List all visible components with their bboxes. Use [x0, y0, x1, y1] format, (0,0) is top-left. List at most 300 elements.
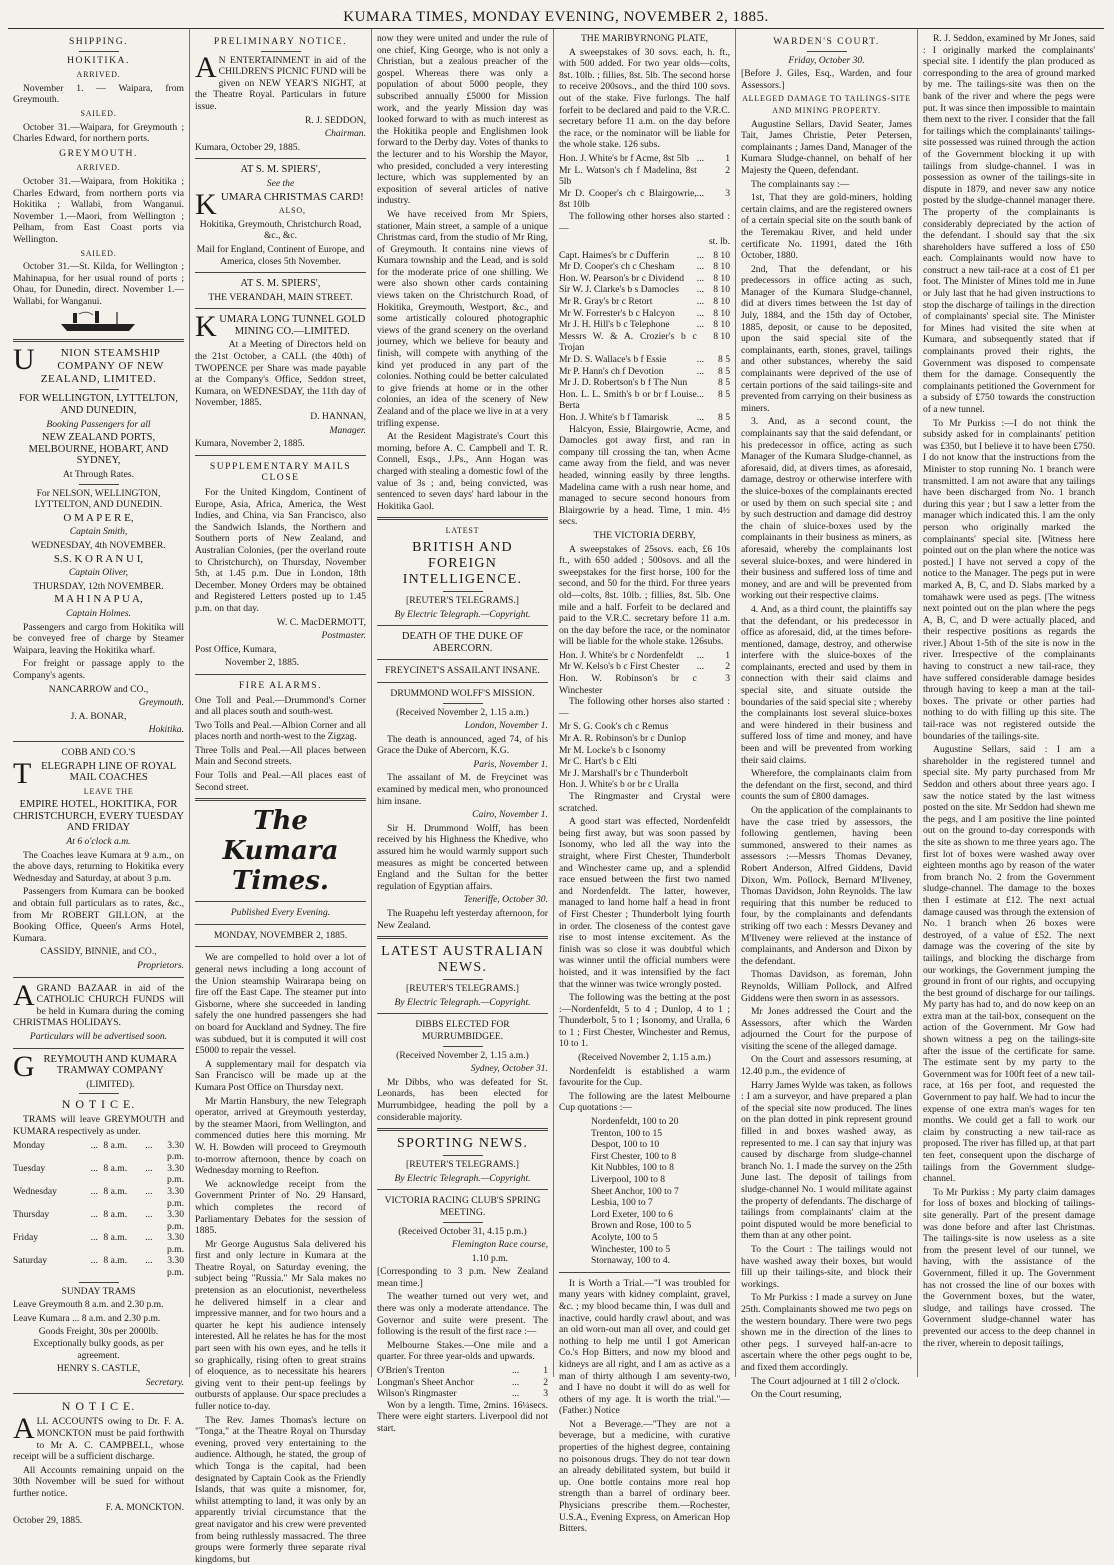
- weight: 8 5: [718, 377, 730, 389]
- horse-name: Mr P. Hann's ch f Devotion: [559, 365, 664, 377]
- horse-name: O'Brien's Trenton: [377, 1365, 445, 1377]
- koranui-captain: Captain Oliver,: [68, 567, 129, 579]
- weight: 8 10: [713, 307, 730, 319]
- tram-pm: 3.30 p.m.: [166, 1209, 184, 1232]
- tram-dots: ...: [90, 1232, 98, 1244]
- melbourne-stakes-time: Won by a length. Time, 2mins. 16¼secs. There were eight starters. Liverpool did not start.: [377, 1399, 548, 1434]
- race-result-row: [559, 673, 730, 696]
- maribyrnong-body: A sweepstakes of 30 sovs. each, h. ft., with 500 added. For two year olds—colts, 8st. 10lb. ; fillies, 8st. 5lb. The second horse to receive 200sovs., and the third 100 sovs. out of the stake. Five furlongs. The half forfeit to be declared and paid to the V.R.C. secretary before 11 a.m. on the day before the race, or the nominator will be liable for the whole stake. 126 subs.: [559, 46, 730, 151]
- cobb-hotel: EMPIRE HOTEL, HOKITIKA, FOR CHRISTCHURCH, EVERY TUESDAY AND FRIDAY: [13, 799, 184, 834]
- st-lb-label: st. lb.: [708, 236, 730, 248]
- derby-scratched: The Ringmaster and Crystal were scratched.: [559, 791, 730, 814]
- tram-row: [13, 1255, 184, 1278]
- warden-p8: On the application of the complainants to have the case tried by assessors, the following gentlemen, having been summoned, answered to their names as assessors :—Messrs Thomas Devaney, Robert Anderson, Alfred Giddens, David Dixon, Wm. Pollock, Bernard M'Ilveney, Thomas Davidson, John Reynolds. The law requiring that this number be reduced to four, by the complainants and defendants striking off two each : Messrs Devaney and M'Ilveney were relieved at the instance of complainants, and Anderson and Dixon by the defendant.: [741, 805, 912, 967]
- placing: 3: [725, 673, 730, 685]
- divider: [79, 51, 119, 52]
- bazaar-notice: AGRAND BAZAAR in aid of the CATHOLIC CHURCH FUNDS will be held in Kumara during the coming CHRISTMAS HOLIDAYS.: [13, 978, 184, 1029]
- horse-name: Capt. Haimes's br c Dufferin: [559, 249, 669, 261]
- tram-row: [13, 1232, 184, 1255]
- divider: [443, 1155, 483, 1156]
- race-result-row: [559, 296, 730, 308]
- race-result-row: [559, 331, 730, 354]
- dibbs-heading: DIBBS ELECTED FOR MURRUMBIDGEE.: [415, 1019, 510, 1042]
- spiers-2: AT S. M. SPIERS',: [240, 278, 321, 290]
- weight: 8 5: [718, 354, 730, 366]
- sellars-cross: To Mr Purkiss : My party claim damages for loss of boxes and blocking of tailings-site generally. Part of the present damage was done before and after last Christmas. The tailings-site is now useless as a site from the present level of our tunnel, we having, with the assistance of the Government, filled it up. The Government has not crossed the line of our boxes with the Government boxes, but the water, sludge, and tailings have crossed. The Government sludge-channel water has prevented our access to the deep channel in the river, wherein to deposit tailings,: [923, 1186, 1095, 1349]
- tunnel-body: At a Meeting of Directors held on the 21st October, a CALL (the 40th) of TWOPENCE per Share was made payable at the Company's Office, Seddon street, Kumara, on WEDNESDAY, the 11th day of November, 1885.: [195, 339, 366, 409]
- continuation-3: At the Resident Magistrate's Court this morning, before A. C. Campbell and T. R. Connell, Esqs., J.Ps., Ann Hogan was charged with stealing a domestic fowl of the value of 3s ; and, being convicted, was sentenced to seven days' hard labour in the Hokitika Gaol.: [377, 431, 548, 512]
- arrived-label-2: ARRIVED.: [76, 163, 121, 173]
- weight: 8 10: [713, 249, 730, 261]
- tram-pm: 3.30 p.m.: [166, 1185, 184, 1209]
- mails-office: Post Office, Kumara,: [195, 643, 277, 655]
- divider: [443, 703, 483, 704]
- horse-name: Longman's Sheet Anchor: [377, 1376, 474, 1388]
- cobb-props-label: Proprietors.: [137, 960, 184, 971]
- cup-quotation: Lesbia, 100 to 7: [591, 1197, 653, 1209]
- moncton-date: October 29, 1885.: [13, 1515, 83, 1527]
- steamship-icon: [59, 310, 139, 334]
- teneriffe-body: The Ruapehu left yesterday afternoon, for New Zealand.: [377, 908, 548, 931]
- warden-p13: To the Court : The tailings would not have washed away their boxes, but would fill up their tailings-site, and block their workings.: [741, 1243, 912, 1290]
- divider: [79, 484, 119, 485]
- tram-timetable: [13, 1140, 184, 1279]
- hokitika-arrived: November 1. — Waipara, from Greymouth.: [13, 82, 184, 106]
- leader-dots: ...: [696, 284, 704, 296]
- flemington: Flemington Race course,: [451, 1239, 548, 1251]
- paper-title: The Kumara Times.: [222, 806, 339, 897]
- fire-body-2: Two Tolls and Peal.—Albion Corner and all places north and north-west to the Zigzag.: [195, 719, 366, 743]
- seddon-evidence: R. J. Seddon, examined by Mr Jones, said : I originally marked the complainants' special site. I identify the plan produced as corresponding to the area of ground marked by me. The tailings-site was then on the bank of the river and where the pegs were put. It was since then impossible to maintain them next to the river. I consider that the fall for tailings which the complainants' tailings-site possessed was ruined through the action of the Government blocking it up with tailings from sludge-channel. I was in possession as owner of the tailings-site in dispute in 1879, and never saw any notice posted by the sludge-channel manager there. The property of the complainants is considerably depreciated by the action of the defendant. I should say that the six shareholders have suffered a loss of £50 each. Complainants would now have to construct a new tail-race at a cost of £1 per foot. The Minister of Mines told me in June or July last that he had given instructions to stop the discharge of tailings in the direction of complainants' special site. The Minister for Mines had visited the site when at Kumara, and subsequently stated that if complainants proved their rights, the Government was disposed to compensate them for the damage. Consequently the complainants petitioned the Government for a subsidy of £750 towards the construction of a new tunnel.: [923, 33, 1095, 415]
- tram-am: 8 a.m.: [103, 1209, 128, 1221]
- divider: [377, 517, 548, 520]
- divider: [195, 308, 366, 309]
- derby-report: A good start was effected, Nordenfeldt being first away, but was soon passed by Isonomy, who led all the way into the straight, where First Chester, Thunderbolt and Winchester came up, and a splendid race ensued between the first two named and Nordenfeldt. The latter, however, managed to land home half a head in front of First Chester ; Thunderbolt lying fourth in order. The closeness of the contest gave rise to most intense excitement. As the finish was so close it was doubtful which was winner until the official numbers were hoisted, and it was intensified by the fact that the winner was twice wrongly posted.: [559, 816, 730, 990]
- placing: 1: [543, 1365, 548, 1377]
- sunday-heading: SUNDAY TRAMS: [61, 1285, 136, 1297]
- greymouth-sailed: October 31.—St. Kilda, for Wellington ; Mahinapua, for her usual round of ports ; Ohau, for Dunedin, direct. November 1.—Wallabi, for Wanganui.: [13, 261, 184, 307]
- usc-ports: NEW ZEALAND PORTS, MELBOURNE, HOBART, AND SYDNEY,: [28, 432, 169, 467]
- divider: [443, 979, 483, 980]
- column-5: [736, 29, 918, 1401]
- abercorn-heading: DEATH OF THE DUKE OF ABERCORN.: [401, 631, 524, 654]
- divider: [13, 339, 184, 342]
- divider: [443, 591, 483, 592]
- divider: [13, 741, 184, 742]
- race-result-row: [559, 389, 730, 412]
- divider: [195, 946, 366, 947]
- tram-dots: ...: [90, 1209, 98, 1221]
- tram-intro: TRAMS will leave GREYMOUTH and KUMARA respectively as under.: [13, 1114, 184, 1137]
- arrived-label: ARRIVED.: [76, 70, 121, 80]
- cobb-time: At 6 o'clock a.m.: [66, 836, 131, 848]
- tram-am: 8 a.m.: [103, 1232, 128, 1244]
- warden-p2: The complainants say :—: [751, 178, 850, 190]
- warden-p5: 3. And, as a second count, the complainants say that the said defendant, or his predecessor in office, acting as such Manager of the Kumara Sludge-channel, as aforesaid, did, at divers times, as aforesaid, damage, destroy or otherwise interfere with the sluice-boxes of the complainants erected or used by them on such special site ; and by such destruction and damage did destroy the chain of sluice-boxes used by the complainants in their business as miners, as aforesaid, whereby the complainants lost several sluice-boxes, and were hindered in their business and suffered loss of time and money, and are and will be prevented from working out their respective claims.: [741, 416, 912, 602]
- divider: [377, 1013, 548, 1014]
- leader-dots: ...: [696, 365, 704, 377]
- spiers-1-see: See the: [266, 177, 295, 189]
- leader-dots: ...: [696, 354, 704, 366]
- divider: [79, 389, 119, 390]
- leader-dots: ...: [696, 187, 704, 199]
- tram-dots: ...: [90, 1255, 98, 1267]
- tram-pm: 3.30 p.m.: [166, 1139, 184, 1163]
- prelim-date: Kumara, October 29, 1885.: [195, 141, 300, 153]
- warden-p1: Augustine Sellars, David Seater, James Tait, James Christie, Peter Petersen, complainants ; James Dand, Manager of the Kumara Sludge-channel, on behalf of her Majesty the Queen, defendant.: [741, 118, 912, 176]
- race-result-row: [559, 250, 730, 262]
- tram-row: [13, 1140, 184, 1163]
- sydney-body: Mr Dibbs, who was defeated for St. Leonards, has been elected for Murrumbidgee, heading the poll by a considerable majority.: [377, 1076, 548, 1123]
- paris-date: Paris, November 1.: [473, 758, 548, 770]
- flemington-time: 1.10 p.m.: [471, 1252, 508, 1264]
- leader-dots: ...: [696, 319, 704, 331]
- wolff-heading: DRUMMOND WOLFF'S MISSION.: [390, 687, 535, 699]
- tram-signature-title: Secretary.: [145, 1376, 184, 1388]
- received-1: (Received November 2, 1.15 a.m.): [396, 706, 529, 718]
- sailed-label-2: SAILED.: [80, 248, 117, 258]
- usc-passengers: Passengers and cargo from Hokitika will be conveyed free of charge by Steamer Waipara, leaving the Hokitika wharf.: [13, 621, 184, 656]
- tram-am: 8 a.m.: [103, 1139, 128, 1151]
- spiers-1: AT S. M. SPIERS',: [240, 164, 321, 176]
- warden-p12: Harry James Wylde was taken, as follows : I am a surveyor, and have prepared a plan of the special site now produced. The lines on the plan dotted in pink represent ground filled in and boxes washed away, as represented to me. I can say that injury was caused by discharge from sludge-channel branch No. 1. I made the survey on the 25th June last. The deposit of tailings from sludge-channel No. 1 would militate against the property of defendants. The discharge of tailings from complainants' claim at the point disputed would be more beneficial to them than at any other point.: [741, 1079, 912, 1242]
- tram-am: 8 a.m.: [103, 1255, 128, 1267]
- copyright-1: By Electric Telegraph.—Copyright.: [394, 608, 531, 620]
- columns: [8, 29, 1104, 1565]
- usc-agent-1-place: Greymouth.: [138, 697, 184, 709]
- usc-title: UNION STEAMSHIP COMPANY OF NEW ZEALAND, LIMITED.: [13, 343, 164, 386]
- cairo-date: Cairo, November 1.: [472, 809, 548, 821]
- leader-dots: [697, 331, 704, 354]
- derby-heading: THE VICTORIA DERBY,: [593, 529, 696, 541]
- tram-am: 8 a.m.: [103, 1185, 128, 1197]
- london-body: The death is announced, aged 74, of his Grace the Duke of Abercorn, K.G.: [377, 733, 548, 757]
- warden-p6: 4. And, as a third count, the plaintiffs say that the defendant, or his predecessor in office as aforesaid, did, at the times before-mentioned, damage, destroy, and otherwise interfere with the sluice-boxes of the complainants, erected and used by them in connection with their said claims and special site, and situate outside the boundaries of the said special site ; whereby the complainants lost several sluice-boxes and were hindered in their business and suffered loss of time and money, and have been and will be prevented from working their said claims.: [741, 603, 912, 766]
- warden-p4: 2nd, That the defendant, or his predecessors in office acting as such, Manager of the Kumara Sludge-channel, did at divers times between the 1st day of July, 1884, and the 15th day of October, 1885, deposit, or cause to be deposited, upon the said special site of the complainants, earth, stones, gravel, tailings and other substances, whereby the said complainants were deprived of the use of certain portions of the said tailings-site and prevented from carrying on their business as miners.: [741, 263, 912, 414]
- tram-dots: ...: [145, 1209, 153, 1221]
- horse-name: Mr R. Gray's br c Retort: [559, 296, 653, 308]
- bfi-heading: BRITISH AND FOREIGN INTELLIGENCE.: [402, 539, 523, 587]
- tram-dots: ...: [145, 1162, 153, 1174]
- xmas-also: ALSO,: [278, 206, 306, 216]
- copyright-2: By Electric Telegraph.—Copyright.: [394, 996, 531, 1008]
- tunnel-signature: D. HANNAN,: [310, 411, 366, 423]
- race-result-row: [559, 319, 730, 331]
- weight: 8 10: [713, 296, 730, 308]
- leader-dots: ...: [696, 296, 704, 308]
- maribyrnong-others: [559, 250, 730, 424]
- cup-intro: The following are the latest Melbourne Cup quotations :—: [559, 1090, 730, 1114]
- fire-body-1: One Toll and Peal.—Drummond's Corner and all places south and south-west.: [195, 694, 366, 718]
- divider: [13, 977, 184, 978]
- continuation-1: now they were united and under the rule of one chief, King George, who is not only a Christian, but a zealous preacher of the gospel. Whereas there was only a population of about 5000 people, they subscribed annually £5000 for Mission work, and the yearly Mission day was looked forward to with as much interest as the Hokitika people and Englishmen look forward to the Derby day. Votes of thanks to the lecturer and to his Worship the Mayor, who presided, concluded a very interesting lecture, which was supplemented by an exposition of several articles of native industry.: [377, 33, 548, 207]
- placing: 2: [543, 1376, 548, 1388]
- divider: [195, 901, 366, 902]
- mahinapua-captain: Captain Holmes.: [65, 607, 132, 619]
- warden-p9: Thomas Davidson, as foreman, John Reynolds, William Pollock, and Alfred Giddens were then sworn in as assessors.: [741, 969, 912, 1004]
- maribyrnong-heading: THE MARIBYRNONG PLATE,: [580, 33, 709, 44]
- leader-dots: ...: [696, 388, 704, 400]
- tram-row: [13, 1209, 184, 1232]
- derby-starter: Hon. J. White's b or br c Uralla: [559, 779, 679, 791]
- prelim-heading: PRELIMINARY NOTICE.: [213, 36, 348, 47]
- latest-label: LATEST: [445, 526, 480, 536]
- leader-dots: ...: [511, 1365, 520, 1377]
- purkiss-cross: To Mr Purkiss :—I do not think the subsidy asked for in complainants' petition was £350, but I believe it to have been £750. I do not know that the instructions from the Minister to stop running No. 1 branch were transmitted. I am not aware that any tailings have been discharged from No. 1 branch during this year ; but I saw a letter from the manager which indicated this. I am the only person who originally marked the complainants' special site. [Witness here pointed out on the plan where the notice was posted.] I have not served a copy of the notice to the Manager. The pegs put in were marked A, B, C, and D. Slabs marked by a tomahawk were used as pegs. [The witness next pointed out on the plan where the pegs A, B, C, and D were actually placed, and their respective positions as regards the river.] About 1-5th of the site is now in the river. Irrespective of the complainants having to construct a new tail-race, they have suffered considerable damage besides through having to keep a man at the tail-boxes. The private or other parties had nothing to do with filling up this site. The tail-race was not registered outside the boundaries of the tailings-site.: [923, 417, 1095, 742]
- horse-name: Sir W. J. Clarke's b s Damocles: [559, 284, 680, 296]
- horse-name: Mr D. S. Wallace's b f Essie: [559, 354, 667, 366]
- race-result-row: [559, 412, 730, 424]
- prelim-signature-title: Chairman.: [324, 128, 366, 140]
- leader-dots: ...: [696, 261, 704, 273]
- leader-dots: [697, 673, 704, 696]
- shipping-heading: SHIPPING.: [68, 36, 129, 47]
- wardens-heading: WARDEN'S COURT.: [773, 36, 880, 47]
- cobb-title: COBB AND CO.'S: [61, 746, 136, 758]
- race-result-row: [559, 366, 730, 378]
- placing: 1: [725, 152, 730, 164]
- notice-heading-2: N O T I C E.: [61, 1399, 136, 1414]
- continuation-2: We have received from Mr Spiers, stationer, Main street, a sample of a unique Christmas card, from the studio of Mr Ring, of Greymouth. It contains nine views of Kumara township and the Lead, and is sold for the moderate price of one shilling. We were also shown other cards containing views taken on the Christchurch Road, of Hokitika, Greymouth, Westport, &c., and some artistically coloured photographic views of the grand scenery on the overland journey, which we believe for beauty and finish, will compete with anything of the kind yet produced in any part of the colonies. Nothing could be better calculated to give friends at home or in the other colonies, an idea of the scenery of New Zealand and of the place we live in at a very trifling expense.: [377, 208, 548, 429]
- leader-dots: ...: [696, 649, 704, 661]
- mails-heading: SUPPLEMENTARY MAILS CLOSE: [209, 460, 352, 484]
- masthead: KUMARA TIMES, MONDAY EVENING, NOVEMBER 2, 1885.: [8, 6, 1104, 29]
- cup-quotation: Nordenfeldt, 100 to 20: [591, 1116, 679, 1128]
- derby-starter: Mr A. R. Robinson's br c Dunlop: [559, 733, 686, 745]
- tram-am: 8 a.m.: [103, 1162, 128, 1174]
- koranui: S.S. K O R A N U I,: [53, 552, 144, 565]
- divider: [377, 625, 548, 626]
- usc-agent-2-place: Hokitika.: [148, 724, 184, 736]
- notice-heading-1: N O T I C E.: [61, 1097, 136, 1112]
- horse-name: Hon. J. White's b f Tamarisk: [559, 412, 669, 423]
- teneriffe-date: Teneriffe, October 30.: [463, 894, 548, 906]
- spiers-2-place: THE VERANDAH, MAIN STREET.: [208, 291, 353, 303]
- placing: 2: [725, 661, 730, 673]
- cup-quotation: Despot, 100 to 10: [591, 1139, 660, 1151]
- wardens-before: [Before J. Giles, Esq., Warden, and four Assessors.]: [741, 68, 912, 91]
- race-result-row: [377, 1365, 548, 1377]
- tram-pm: 3.30 p.m.: [166, 1255, 184, 1279]
- tram-row: [13, 1186, 184, 1209]
- weight: 8 5: [718, 365, 730, 377]
- australian-heading: LATEST AUSTRALIAN NEWS.: [381, 944, 544, 976]
- race-result-row: [559, 377, 730, 389]
- warden-p10: Mr Jones addressed the Court and the Assessors, after which the Warden adjourned the Court for the purpose of visiting the scene of the alleged damage.: [741, 1006, 912, 1052]
- hop-bitters-ad-2: Not a Beverage.—"They are not a beverage, but a medicine, with curative properties of the highest degree, containing no poisonous drugs. They do not tear down an already debilitated system, but build it up. One bottle contains more real hop strength than a barrel of ordinary beer. Physicians prescribe them.—Rochester, U.S.A., Evening Express, on American Hop Bitters.: [559, 1418, 730, 1535]
- race-result-row: [559, 188, 730, 211]
- cup-quotation: Liverpool, 100 to 8: [591, 1174, 666, 1185]
- tram-day: Friday: [13, 1232, 39, 1244]
- dateline: MONDAY, NOVEMBER 2, 1885.: [213, 929, 348, 941]
- bazaar-note: Particulars will be advertised soon.: [29, 1030, 168, 1042]
- cobb-leave: LEAVE THE: [83, 786, 134, 796]
- copyright-3: By Electric Telegraph.—Copyright.: [394, 1172, 531, 1184]
- derby-starter: Mr C. Hart's b c Elti: [559, 756, 637, 768]
- leader-dots: ...: [696, 249, 704, 261]
- horse-name: Hon. W. Pearson's br c Dividend: [559, 272, 685, 284]
- tram-day: Tuesday: [13, 1162, 46, 1174]
- usc-agent-1: NANCARROW and CO.,: [48, 683, 149, 695]
- leader-dots: ...: [696, 272, 704, 284]
- divider: [195, 674, 366, 675]
- london-date: London, November 1.: [464, 720, 548, 732]
- horse-name: Messrs W. & A. Crozier's b c Trojan: [559, 330, 697, 354]
- nordenfeldt-favourite: Nordenfeldt is established a warm favourite for the Cup.: [559, 1065, 730, 1089]
- omapere-captain: Captain Smith,: [69, 526, 128, 538]
- race-result-row: [559, 165, 730, 188]
- tram-dots: ...: [145, 1139, 153, 1151]
- horse-name: Mr J. H. Hill's b c Telephone: [559, 319, 670, 331]
- derby-starter: Mr M. Locke's b c Isonomy: [559, 744, 666, 756]
- leader-dots: ...: [696, 152, 704, 164]
- derby-betting: The following was the betting at the post :—Nordenfeldt, 5 to 4 ; Dunlop, 4 to 1 ; Thunderbolt, 5 to 1 ; Isonomy, and Uralla, 6 to 1 ; First Chester, Winchester and Remus, 10 to 1.: [559, 992, 730, 1050]
- moncton-body-2: All Accounts remaining unpaid on the 30th November will be sued for without further notice.: [13, 1464, 184, 1499]
- mails-signature: W. C. MacDERMOTT,: [276, 616, 366, 628]
- received-2: (Received November 2, 1.15 a.m.): [396, 1049, 529, 1061]
- prelim-body: AN ENTERTAINMENT in aid of the CHILDREN'S PICNIC FUND will be given on NEW YEAR'S NIGHT, at the Theatre Royal. Particulars in future issue.: [195, 50, 366, 112]
- cup-odds: [559, 1116, 730, 1267]
- prelim-signature: R. J. SEDDON,: [304, 114, 366, 126]
- sunday-2: Leave Kumara ... 8 a.m. and 2.30 p.m.: [13, 1312, 161, 1324]
- wardens-date: Friday, October 30.: [788, 54, 865, 66]
- race-result-row: [559, 308, 730, 320]
- case-heading: ALLEGED DAMAGE TO TAILINGS-SITE AND MINING PROPERTY.: [742, 94, 911, 115]
- cup-quotation: Sheet Anchor, 100 to 7: [591, 1185, 679, 1197]
- tram-dots: ...: [145, 1232, 153, 1244]
- tram-day: Saturday: [13, 1255, 48, 1267]
- usc-agent-2: J. A. BONAR,: [70, 710, 127, 722]
- weight: 8 10: [713, 330, 730, 342]
- published-line: Published Every Evening.: [230, 907, 331, 919]
- warden-p15: The Court adjourned at 1 till 2 o'clock.: [751, 1375, 900, 1387]
- divider: [807, 51, 847, 52]
- divider: [195, 158, 366, 159]
- cup-quotation: Brown and Rose, 100 to 5: [591, 1220, 692, 1232]
- tram-dots: ...: [90, 1139, 98, 1151]
- tram-day: Wednesday: [13, 1185, 57, 1197]
- hokitika-heading: HOKITIKA.: [67, 54, 130, 66]
- horse-name: Hon. W. Robinson's br c Winchester: [559, 673, 697, 696]
- horse-name: Mr D. Cooper's ch c Blairgowrie, 8st 10lb: [559, 187, 697, 211]
- placing: 3: [725, 187, 730, 199]
- warden-p11: On the Court and assessors resuming, at 12.40 p.m., the evidence of: [741, 1054, 912, 1078]
- tramway-title: GREYMOUTH AND KUMARA TRAMWAY COMPANY: [13, 1049, 178, 1083]
- mails-signature-title: Postmaster.: [321, 630, 366, 642]
- usc-for-1: FOR WELLINGTON, LYTTELTON, AND DUNEDIN,: [19, 393, 178, 417]
- hop-bitters-ad-1: It is Worth a Trial.—"I was troubled for many years with kidney complaint, gravel, &c. ; my blood became thin, I was dull and inactive, could hardly crawl about, and was an old worn-out man all over, and could get nothing to help me until I got American Co.'s Hop Bitters, and now my blood and kidneys are all right, and I am as active as a man of thirty although I am seventy-two, and I have no doubt it will do as well for others of my age. It is worth the trial."—(Father.) Notice: [559, 1277, 730, 1417]
- race-result-row: [559, 661, 730, 673]
- maribyrnong-report: Halcyon, Essie, Blairgowrie, Acme, and Damocles got away first, and ran in company till crossing the tan, when Acme came away from the field, and was never headed, winning easily by three lengths. Madelina came with a rush near home, and managed to secure second honours from Blairgowrie by a head. Time, 1 min. 4½ secs.: [559, 423, 730, 528]
- xmas-body: Hokitika, Greymouth, Christchurch Road, &c., &c.: [199, 218, 362, 242]
- cobb-body-1: The Coaches leave Kumara at 9 a.m., on the above days, returning to Hokitika every Wednesday and Saturday, at about 3 p.m.: [13, 849, 184, 884]
- maribyrnong-others-intro: The following other horses also started :—: [559, 210, 730, 234]
- warden-p14: To Mr Purkiss : I made a survey on June 25th. Complainants showed me two pegs on the western boundary. There were two pegs shown me in the direction of the lines to other pegs. I surveyed half-an-acre to ascertain where the other pegs ought to be, and fixed them accordingly.: [741, 1292, 912, 1373]
- weight: 8 5: [718, 388, 730, 400]
- tram-dots: ...: [90, 1185, 98, 1197]
- race-result-row: [559, 273, 730, 285]
- mails-date: November 2, 1885.: [225, 657, 300, 669]
- horse-name: Mr J. D. Robertson's b f The Nun: [559, 377, 688, 389]
- warden-p7: Wherefore, the complainants claim from the defendant on the first, second, and third counts the sum of £800 damages.: [741, 768, 912, 803]
- usc-freight: For freight or passage apply to the Company's agents.: [13, 658, 184, 681]
- horse-name: Hon. J. White's br c Nordenfeldt: [559, 649, 684, 661]
- cup-quotation: First Chester, 100 to 8: [591, 1150, 677, 1162]
- omapere: O M A P E R E,: [63, 511, 134, 524]
- divider: [195, 455, 366, 456]
- horse-name: Mr D. Cooper's ch c Chesham: [559, 261, 675, 273]
- goods-freight: Goods Freight, 30s per 2000lb. Exceptionally bulky goods, as per agreement.: [33, 1326, 164, 1361]
- reuters-3: [REUTER'S TELEGRAMS.]: [406, 1159, 519, 1171]
- fire-body-4: Four Tolls and Peal.—All places east of Second street.: [195, 770, 366, 793]
- divider: [377, 682, 548, 683]
- usc-rates: At Through Rates.: [63, 469, 134, 481]
- melbourne-stakes: Melbourne Stakes.—One mile and a quarter. For three year-olds and upwards.: [377, 1339, 548, 1363]
- divider: [13, 1048, 184, 1049]
- mails-body: For the United Kingdom, Continent of Europe, Asia, Africa, America, the West Indies, and China, via San Francisco, also the Sandwich Islands, the Northern and Southern ports of New Zealand, and Australian Colonies, (per the overland route to Christchurch), on Thursday, November 5th, at 1.45 p.m. Due in London, 18th December. Money Orders may be obtained and Registered Letters posted up to 1.45 p.m. on that day.: [195, 487, 366, 614]
- melbourne-stakes-results: [377, 1365, 548, 1400]
- weight: 8 10: [713, 284, 730, 296]
- divider: [261, 51, 301, 52]
- freycinet-heading: FREYCINET'S ASSAILANT INSANE.: [385, 665, 540, 677]
- editorial-6: The Rev. James Thomas's lecture on "Tonga," at the Theatre Royal on Thursday evening, proved very entertaining to the audience. Although, he stated, the group of which Tonga is the capital, had been designated by Captain Cook as the Friendly Islands, that was quite a misnomer, for, whilst attempting to land, it was only by an apparently trivial circumstance that the great navigator and his crew were prevented from being ruthlessly massacred. The three groups were formerly three separate rival kingdoms, but: [195, 1414, 366, 1565]
- divider: [195, 924, 366, 925]
- cup-quotation: Acolyte, 100 to 5: [591, 1231, 658, 1243]
- derby-body: A sweepstakes of 25sovs. each, £6 10s ft., with 650 added ; 500sovs. and all the sweepstakes for the first horse, 100 for the second, and 50 for the third. For three years old—colts, 8st. 10lb. ; fillies, 8st. 5lb. One mile and a half. Forfeit to be declared and paid to the V.R.C. secretary before 11 a.m. on the day before the race, or the nominator will be liable for the whole stake. 126subs.: [559, 543, 730, 648]
- xmas-mail: Mail for England, Continent of Europe, and America, closes 5th November.: [196, 243, 365, 267]
- sailed-label: SAILED.: [80, 108, 117, 118]
- tram-dots: ...: [145, 1185, 153, 1197]
- cup-quotation: Lord Exeter, 100 to 6: [591, 1208, 673, 1220]
- divider: [443, 1222, 483, 1223]
- usc-for-2: For NELSON, WELLINGTON, LYTTELTON, AND DUNEDIN.: [34, 487, 163, 511]
- sporting-heading: SPORTING NEWS.: [396, 1136, 529, 1152]
- leader-dots: ...: [696, 661, 704, 673]
- cup-quotation: Kit Nubbles, 100 to 8: [591, 1162, 674, 1174]
- divider: [377, 936, 548, 939]
- derby-starter: Mr S. G. Cook's ch c Remus: [559, 721, 669, 733]
- cobb-props: CASSIDY, BINNIE, and CO.,: [40, 946, 157, 958]
- race-result-row: [559, 153, 730, 165]
- editorial-1: We are compelled to hold over a lot of general news including a long account of the Union steamship Wairarapa being on fire off the East Cape. The steamer put into Gisborne, where she succeeded in landing safely the one hundred passengers she had on board for Auckland and Sydney. The fire was subdued, but it is computed it will cost £5000 to repair the vessel.: [195, 952, 366, 1057]
- received-4: (Received November 2, 1.15 a.m.): [578, 1052, 711, 1064]
- received-3: (Received October 31, 4.15 p.m.): [398, 1225, 527, 1237]
- editorial-2: A supplementary mail for despatch via San Francisco will be made up at the Kumara Post Office on Thursday next.: [195, 1058, 366, 1093]
- maribyrnong-results: [559, 153, 730, 211]
- editorial-4: We acknowledge receipt from the Government Printer of No. 29 Hansard, which completes the record of Parliamentary Debates for the session of 1885.: [195, 1178, 366, 1237]
- vrc-heading: VICTORIA RACING CLUB'S SPRING MEETING.: [384, 1195, 541, 1218]
- cup-quotation: Winchester, 100 to 5: [591, 1243, 671, 1255]
- cup-quotation: Trenton, 100 to 15: [591, 1127, 663, 1139]
- moncton-signature: F. A. MONCKTON.: [105, 1501, 184, 1513]
- race-result-row: [559, 261, 730, 273]
- tram-signature: HENRY S. CASTLE,: [56, 1363, 141, 1375]
- koranui-date: THURSDAY, 12th NOVEMBER.: [33, 580, 164, 592]
- warden-p16: On the Court resuming,: [751, 1389, 842, 1401]
- divider: [559, 1272, 730, 1273]
- reuters-1: [REUTER'S TELEGRAMS.]: [406, 594, 519, 606]
- weight: 8 10: [713, 261, 730, 273]
- cairo-body: Sir H. Drummond Wolff, has been received by his Highness the Khedive, who assured him he would warmly support such measures as might be concerted between England and the Sultan for the better regulation of Egyptian affairs.: [377, 822, 548, 892]
- horse-name: Mr L. Watson's ch f Madelina, 8st 5lb: [559, 164, 697, 188]
- tunnel-signature-title: Manager.: [329, 424, 366, 436]
- divider: [377, 1189, 548, 1190]
- cobb-body-2: Passengers from Kumara can be booked and obtain full particulars as to rates, &c., from Mr ROBERT GILLON, at the Booking Office, Queen's Arms Hotel, Kumara.: [13, 886, 184, 944]
- leader-dots: ...: [511, 1388, 520, 1400]
- tram-row: [13, 1163, 184, 1186]
- reuters-2: [REUTER'S TELEGRAMS.]: [406, 983, 519, 995]
- column-1: [8, 29, 190, 1527]
